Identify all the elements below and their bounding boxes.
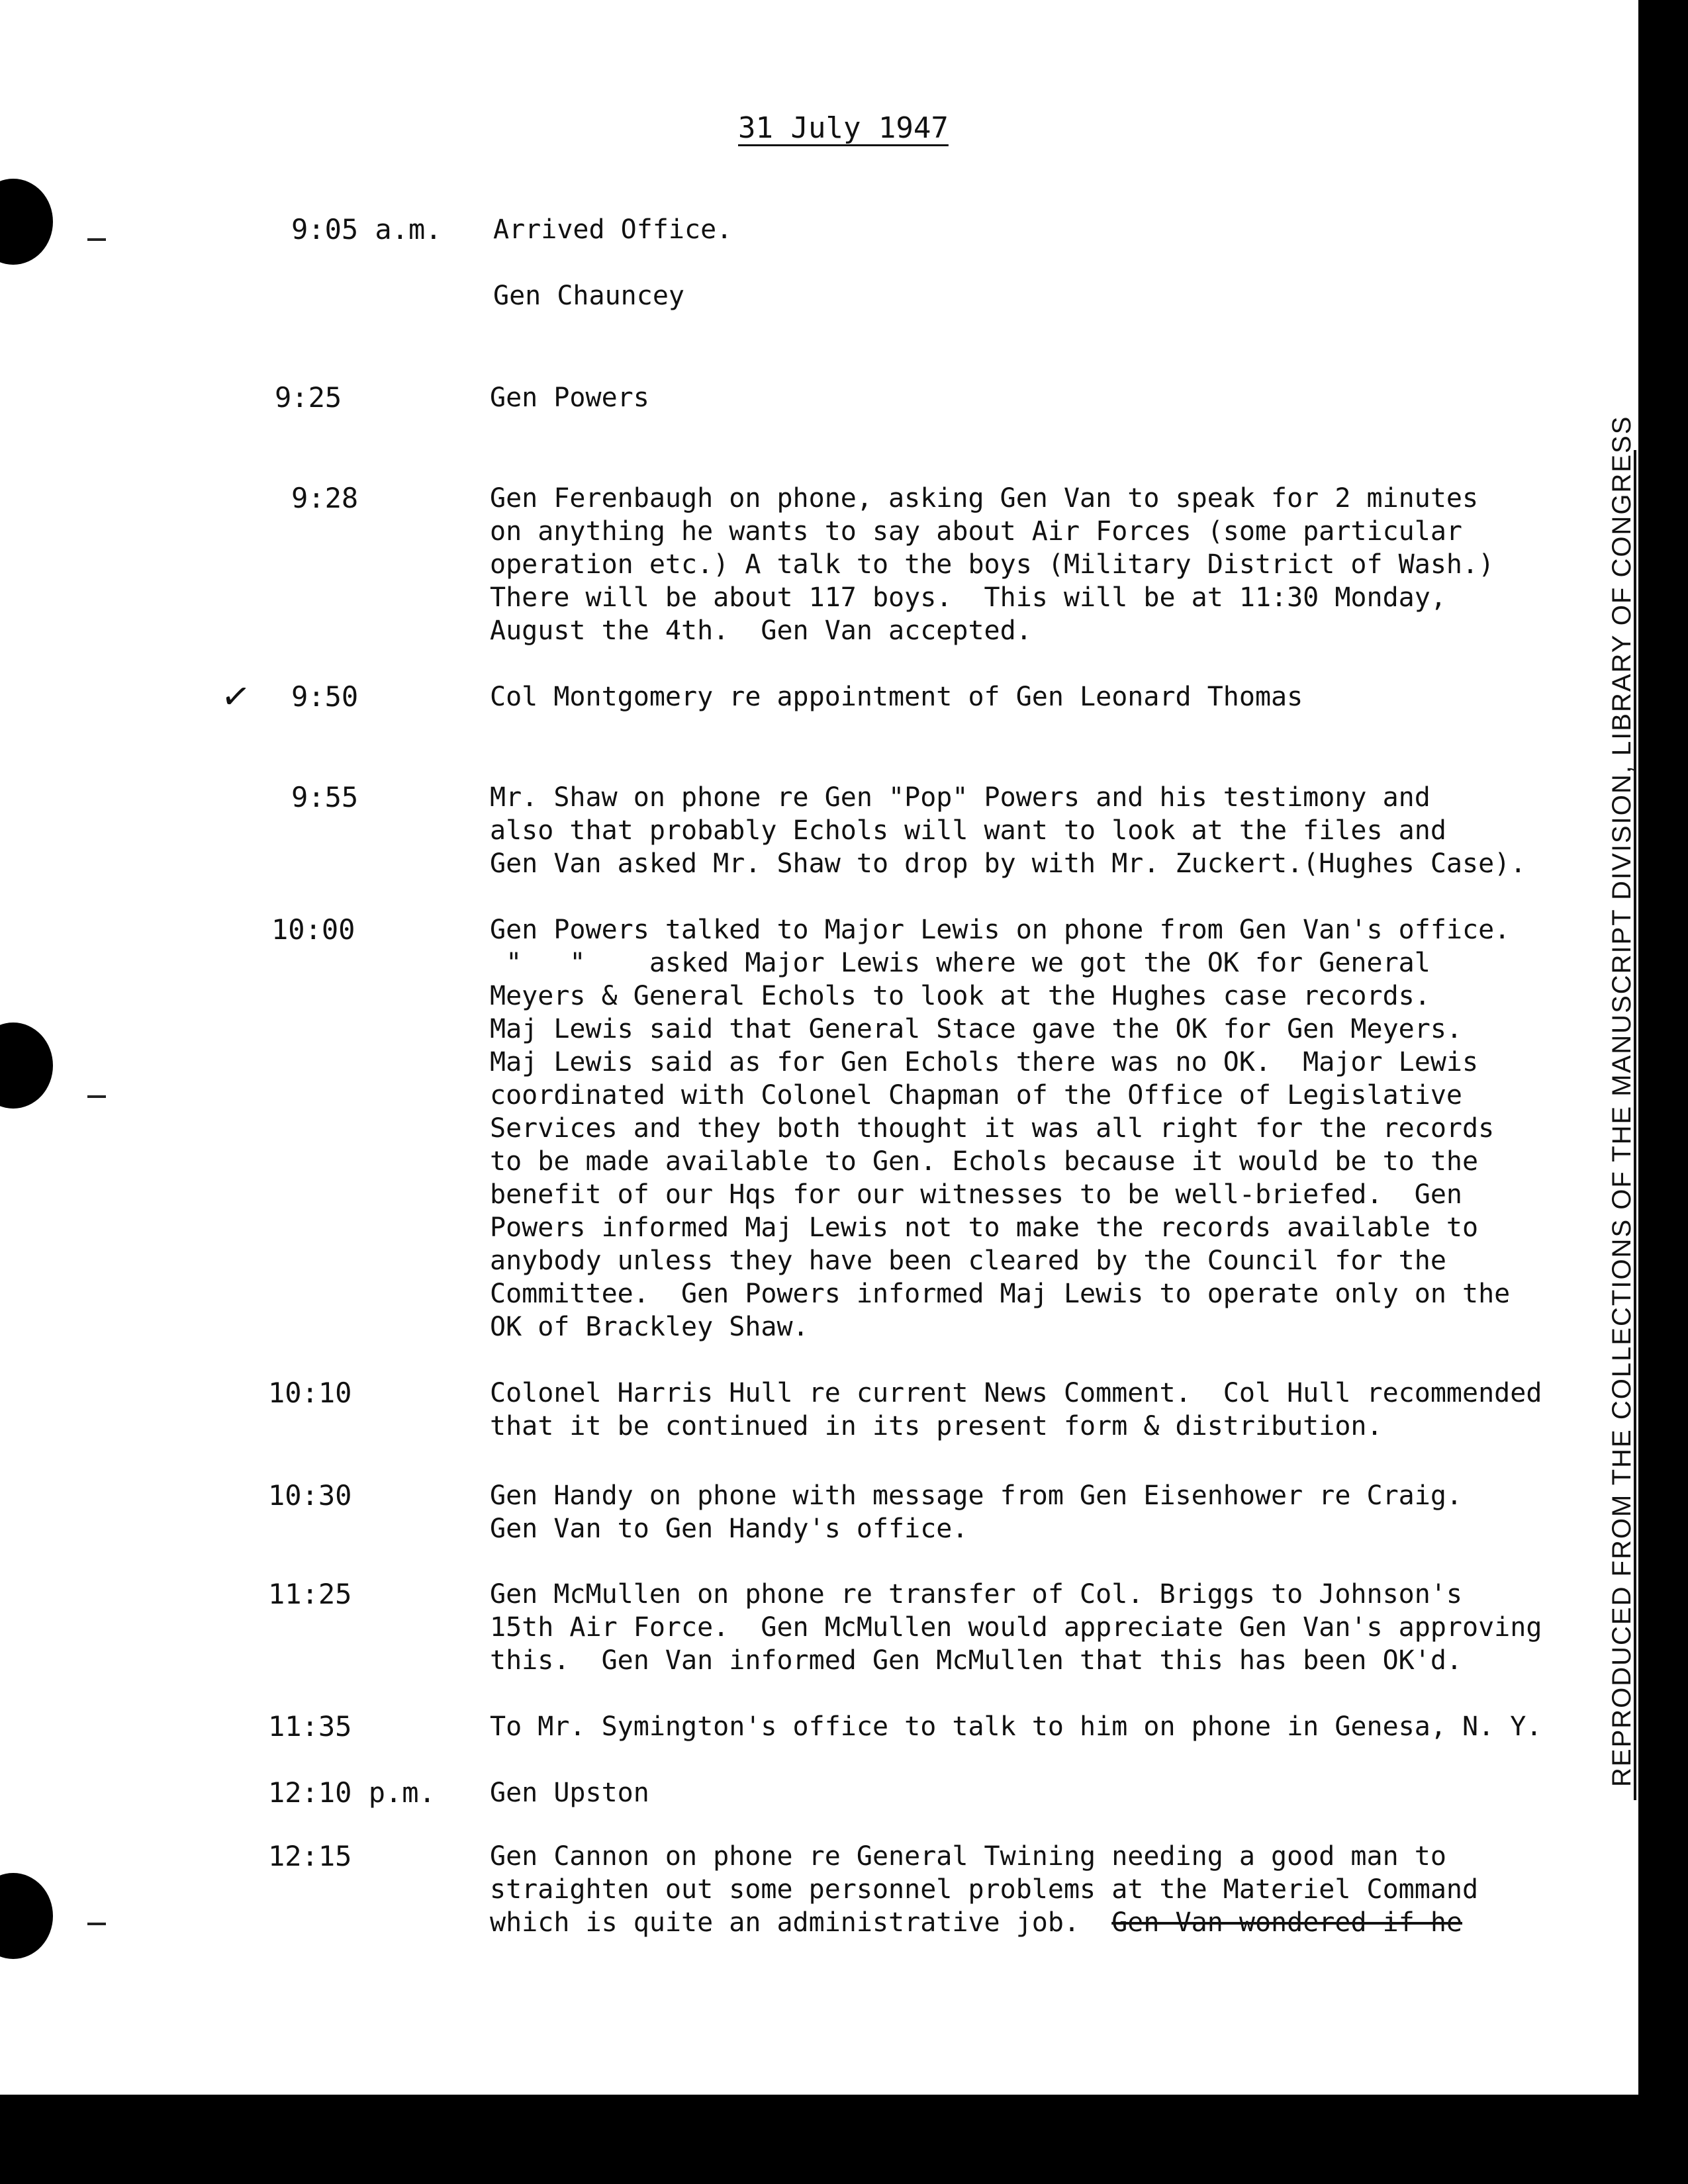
margin-tick [87, 238, 106, 241]
archive-stamp: REPRODUCED FROM THE COLLECTIONS OF THE MANUSCRIPT DIVISION, LIBRARY OF CONGRESS [1607, 415, 1636, 1787]
entry-line: Mr. Shaw on phone re Gen "Pop" Powers and his testimony and [490, 782, 1430, 813]
entry-time: 10:10 [268, 1377, 352, 1409]
entry-line: Gen Cannon on phone re General Twining needing a good man to [490, 1841, 1446, 1872]
entry-text [490, 381, 1575, 414]
entry-line: " " asked Major Lewis where we got the OK for General [490, 948, 1430, 978]
entry-line: on anything he wants to say about Air Forces (some particular [490, 516, 1463, 547]
entry-time: 10:30 [268, 1479, 352, 1512]
punch-hole [0, 1023, 53, 1109]
entry-text [490, 913, 1575, 1343]
entry-line: which is quite an administrative job. [490, 1907, 1080, 1938]
entry-line: Meyers & General Echols to look at the Hughes case records. [490, 981, 1430, 1011]
scan-edge-bottom [0, 2095, 1688, 2184]
entry-line: Gen Powers talked to Major Lewis on phone from Gen Van's office. [490, 915, 1511, 945]
entry-text [490, 1840, 1575, 1939]
entry-line: Committee. Gen Powers informed Maj Lewis to operate only on the [490, 1279, 1511, 1309]
entry-time: 12:10 p.m. [268, 1776, 436, 1809]
entry-text [490, 781, 1575, 880]
struck-text: Gen Van wondered if he [1111, 1907, 1463, 1938]
check-mark-icon: ✓ [220, 670, 251, 721]
entry-text [490, 1776, 1575, 1809]
entry-line: benefit of our Hqs for our witnesses to be well-briefed. Gen [490, 1179, 1463, 1210]
entry-line: Maj Lewis said that General Stace gave the OK for Gen Meyers. [490, 1014, 1463, 1044]
entry-line: operation etc.) A talk to the boys (Military District of Wash.) [490, 549, 1495, 580]
entry-time: 10:00 [271, 913, 355, 946]
entry-time: 9:55 [291, 781, 359, 813]
entry-line: Arrived Office. [493, 214, 733, 245]
entry-line: To Mr. Symington's office to talk to him on phone in Genesa, N. Y. [490, 1711, 1542, 1742]
entry-line: also that probably Echols will want to look at the files and [490, 815, 1446, 846]
entry-line: that it be continued in its present form & distribution. [490, 1411, 1383, 1441]
entry-line: Gen Handy on phone with message from Gen Eisenhower re Craig. [490, 1480, 1463, 1511]
entry-time: 11:25 [268, 1578, 352, 1610]
entry-time: 9:25 [275, 381, 342, 414]
entry-line: 15th Air Force. Gen McMullen would appreciate Gen Van's approving [490, 1612, 1542, 1643]
entry-text [490, 1578, 1575, 1677]
punch-hole [0, 1873, 53, 1959]
entry-text [490, 680, 1575, 713]
entry-time: 9:05 a.m. [291, 213, 442, 246]
entry-text [490, 482, 1575, 647]
entry-line: Gen Upston [490, 1778, 649, 1808]
scan-edge-right [1638, 0, 1688, 2184]
entry-text [490, 1377, 1575, 1443]
entry-line: August the 4th. Gen Van accepted. [490, 615, 1032, 646]
entry-line: Colonel Harris Hull re current News Comment. Col Hull recommended [490, 1378, 1542, 1408]
entry-line: Gen Chauncey [493, 281, 684, 311]
punch-hole [0, 179, 53, 265]
entry-time: 9:28 [291, 482, 359, 514]
entry-text [490, 1479, 1575, 1545]
entry-line: OK of Brackley Shaw. [490, 1312, 809, 1342]
entry-text [490, 1710, 1575, 1743]
entry-line: Powers informed Maj Lewis not to make the records available to [490, 1212, 1479, 1243]
entry-line: to be made available to Gen. Echols because it would be to the [490, 1146, 1479, 1177]
entry-line: Gen Van asked Mr. Shaw to drop by with Mr. Zuckert.(Hughes Case). [490, 848, 1526, 879]
margin-tick [87, 1095, 106, 1098]
entry-line: Gen McMullen on phone re transfer of Col. Briggs to Johnson's [490, 1579, 1463, 1610]
entry-line: Gen Powers [490, 383, 649, 413]
page-title: 31 July 1947 [738, 111, 949, 145]
entry-time: 11:35 [268, 1710, 352, 1743]
entry-line: anybody unless they have been cleared by the Council for the [490, 1246, 1446, 1276]
entry-time: 9:50 [291, 680, 359, 713]
entry-time: 12:15 [268, 1840, 352, 1872]
entry-line: coordinated with Colonel Chapman of the Office of Legislative [490, 1080, 1463, 1111]
entry-line: Gen Ferenbaugh on phone, asking Gen Van to speak for 2 minutes [490, 483, 1479, 514]
entry-line: Maj Lewis said as for Gen Echols there was no OK. Major Lewis [490, 1047, 1479, 1077]
entry-line: There will be about 117 boys. This will be at 11:30 Monday, [490, 582, 1446, 613]
entry-line: Col Montgomery re appointment of Gen Leonard Thomas [490, 682, 1303, 712]
margin-tick [87, 1923, 106, 1925]
entry-line: Services and they both thought it was all right for the records [490, 1113, 1495, 1144]
entry-text [493, 213, 1579, 312]
entry-line: Gen Van to Gen Handy's office. [490, 1514, 968, 1544]
entry-line: straighten out some personnel problems at the Materiel Command [490, 1874, 1479, 1905]
entry-line: this. Gen Van informed Gen McMullen that this has been OK'd. [490, 1645, 1463, 1676]
